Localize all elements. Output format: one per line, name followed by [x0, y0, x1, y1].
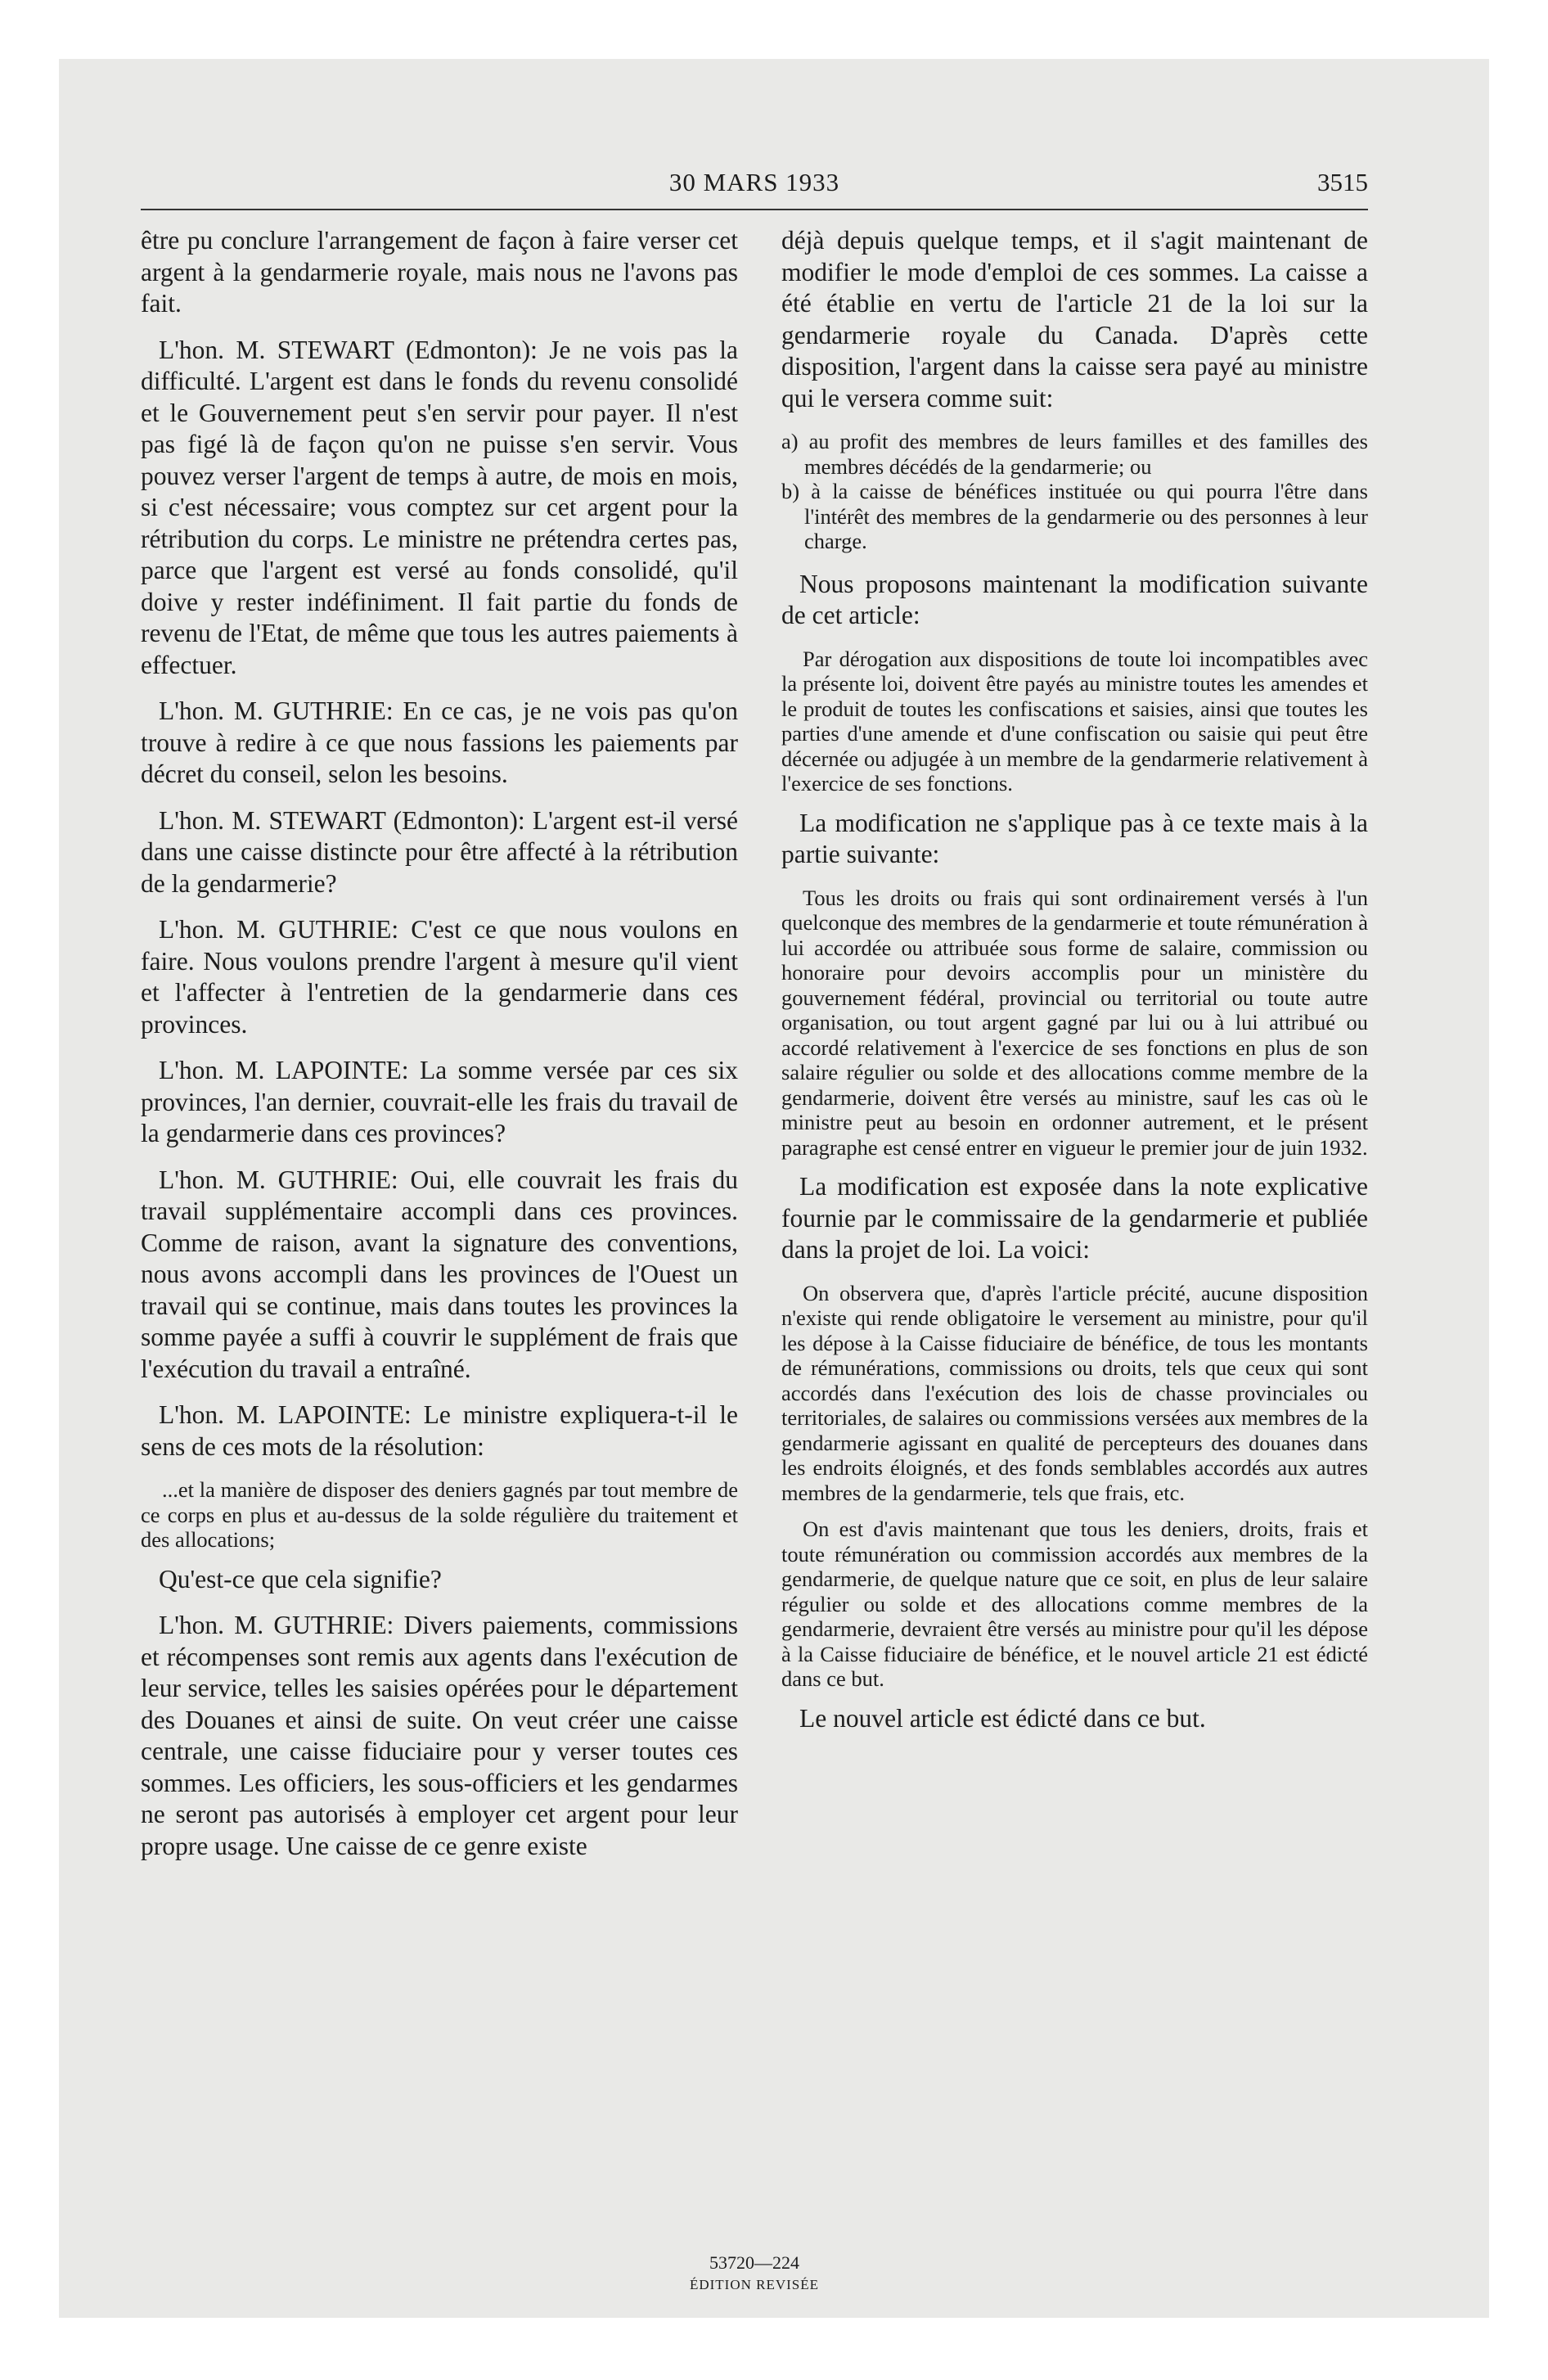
paragraph: déjà depuis quelque temps, et il s'agit maintenant de modifier le mode d'emploi de ces sommes. La caisse a été établie en vertu de l'article 21 de la loi sur la gendarmerie royale du Canada. D'après cette disposition, l'argent dans la caisse sera payé au ministre qui le versera comme suit: [781, 226, 1368, 412]
paragraph: L'hon. M. LAPOINTE: La somme versée par ces six provinces, l'an dernier, couvrait-elle les frais du travail de la gendarmerie dans ces provinces? [141, 1056, 738, 1147]
quoted-text: Tous les droits ou frais qui sont ordinairement versés à l'un quelconque des membres de la gendarmerie et toute rémunération à lui accordée ou attribuée sous forme de salaire, commission ou honoraire pour devoirs accomplis pour un ministère du gouvernement fédéral, provincial ou territorial ou toute autre organisation, ou tout argent gagné par lui ou à lui attribué ou accordé relativement à l'exercice de ses fonctions en plus de son salaire régulier ou solde et des allocations comme membre de la gendarmerie, doivent être versés au ministre, sauf les cas où le ministre peut au besoin en ordonner autrement, et le présent paragraphe est censé entrer en vigueur le premier jour de juin 1932. [781, 885, 1368, 1160]
footer-code: 53720—224 [709, 2252, 799, 2273]
right-column [781, 225, 1368, 2222]
enumerated-list [781, 429, 1368, 554]
left-column [141, 225, 738, 2222]
paragraph: L'hon. M. GUTHRIE: En ce cas, je ne vois pas qu'on trouve à redire à ce que nous fassions les paiements par décret du conseil, selon les besoins. [141, 696, 738, 788]
paragraph: L'hon. M. STEWART (Edmonton): L'argent est-il versé dans une caisse distincte pour être affecté à la rétribution de la gendarmerie? [141, 805, 738, 898]
paragraph: Le nouvel article est édicté dans ce but. [799, 1703, 1206, 1733]
quoted-text: Par dérogation aux dispositions de toute loi incompatibles avec la présente loi, doivent être payés au ministre toutes les amendes et le produit de toutes les confiscations et saisies, ainsi que toutes les parties d'une amende et d'une confiscation ou saisie qui peut être décernée ou adjugée à un membre de la gendarmerie relativement à l'exercice de ses fonctions. [781, 646, 1368, 796]
paragraph: Nous proposons maintenant la modification suivante de cet article: [781, 569, 1368, 629]
paragraph: L'hon. M. GUTHRIE: C'est ce que nous voulons en faire. Nous voulons prendre l'argent à mesure qu'il vient et l'affecter à l'entretien de la gendarmerie dans ces provinces. [141, 915, 738, 1039]
header-date: 30 MARS 1933 [668, 168, 840, 196]
list-item: a) au profit des membres de leurs familles et des familles des membres décédés de la gendarmerie; ou [781, 429, 1368, 479]
quoted-text: On est d'avis maintenant que tous les deniers, droits, frais et toute rémunération ou commission accordés aux membres de la gendarmerie, de quelque nature que ce soit, en plus de leur salaire régulier ou solde et des allocations comme membres de la gendarmerie, devraient être versés au ministre pour qu'il les dépose à la Caisse fiduciaire de bénéfice, et le nouvel article 21 est édicté dans ce but. [781, 1517, 1368, 1691]
paragraph: La modification est exposée dans la note explicative fournie par le commissaire de la gendarmerie et publiée dans la projet de loi. La voici: [781, 1172, 1368, 1264]
footer-edition: ÉDITION REVISÉE [689, 2277, 820, 2292]
paragraph: L'hon. M. LAPOINTE: Le ministre expliquera-t-il le sens de ces mots de la résolution: [141, 1400, 738, 1461]
paragraph: L'hon. M. STEWART (Edmonton): Je ne vois pas la difficulté. L'argent est dans le fonds du revenu consolidé et le Gouvernement peut s'en servir pour payer. Il n'est pas figé là de façon qu'on ne puisse s'en servir. Vous pouvez verser l'argent de temps à autre, de mois en mois, si c'est nécessaire; vous comptez sur cet argent pour la rétribution du corps. Le ministre ne prétendra certes pas, parce que l'argent est versé au fonds consolidé, qu'il doive y rester indéfiniment. Il fait partie du fonds de revenu de l'Etat, de même que tous les autres paiements à effectuer. [141, 335, 738, 679]
paragraph: Qu'est-ce que cela signifie? [159, 1564, 442, 1593]
list-item: b) à la caisse de bénéfices instituée ou qui pourra l'être dans l'intérêt des membres de la gendarmerie ou des personnes à leur charge. [781, 479, 1368, 553]
header-rule [141, 209, 1368, 210]
paragraph: L'hon. M. GUTHRIE: Divers paiements, commissions et récompenses sont remis aux agents dans l'exécution de leur service, telles les saisies opérées pour le département des Douanes et ainsi de suite. On veut créer une caisse centrale, une caisse fiduciaire pour y verser toutes ces sommes. Les officiers, les sous-officiers et les gendarmes ne seront pas autorisés à employer cet argent pour leur propre usage. Une caisse de ce genre existe [141, 1611, 738, 1860]
paragraph: L'hon. M. GUTHRIE: Oui, elle couvrait les frais du travail supplémentaire accompli dans ces provinces. Comme de raison, avant la signature des conventions, nous avons accompli dans les provinces de l'Ouest un travail qui se continue, mais dans toutes les provinces la somme payée a suffi à couvrir le supplément de frais que l'exécution du travail a entraîné. [141, 1165, 738, 1383]
paragraph: La modification ne s'applique pas à ce texte mais à la partie suivante: [781, 808, 1368, 868]
paragraph: être pu conclure l'arrangement de façon à faire verser cet argent à la gendarmerie royale, mais nous ne l'avons pas fait. [141, 226, 738, 318]
header-page-number: 3515 [1317, 168, 1368, 196]
page-header [141, 168, 1368, 201]
quoted-text: On observera que, d'après l'article précité, aucune disposition n'existe qui rende obligatoire le versement au ministre, pour qu'il les dépose à la Caisse fiduciaire de bénéfice, de tous les montants de rémunérations, commissions ou droits, tels que ceux qui sont accordés dans l'exécution des lois de chasse provinciales ou territoriales, de salaires ou commissions versées aux membres de la gendarmerie agissant en qualité de percepteurs des douanes dans les endroits éloignés, et des fonds semblables accordés aux autres membres de la gendarmerie, tels que frais, etc. [781, 1280, 1368, 1505]
quoted-text: ...et la manière de disposer des deniers gagnés par tout membre de ce corps en plus et au-dessus de la solde régulière du traitement et des allocations; [141, 1477, 738, 1552]
